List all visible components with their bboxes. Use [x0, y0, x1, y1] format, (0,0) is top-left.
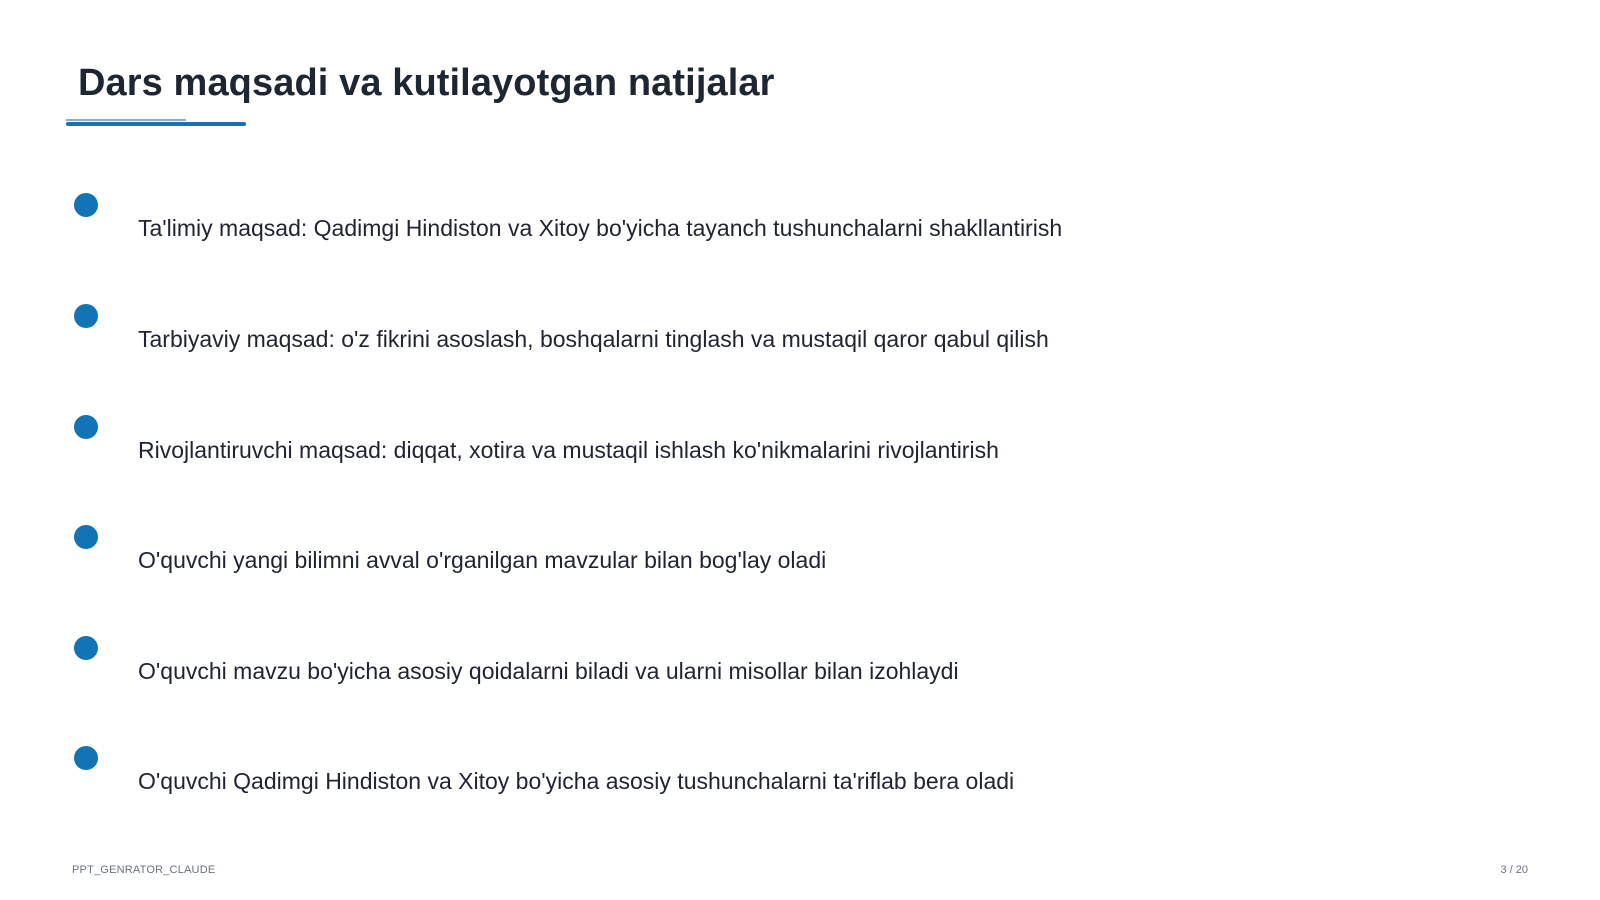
list-item: [0, 525, 1400, 625]
bullet-dot-icon: [74, 193, 98, 217]
slide-title: Dars maqsadi va kutilayotgan natijalar: [78, 62, 775, 104]
bullet-text: O'quvchi mavzu bo'yicha asosiy qoidalarni biladi va ularni misollar bilan izohlaydi: [138, 658, 959, 684]
bullet-dot-icon: [74, 525, 98, 549]
bullet-text: Tarbiyaviy maqsad: o'z fikrini asoslash, boshqalarni tinglash va mustaqil qaror qabul qilish: [138, 326, 1049, 352]
bullet-text: Ta'limiy maqsad: Qadimgi Hindiston va Xitoy bo'yicha tayanch tushunchalarni shakllantirish: [138, 215, 1063, 241]
list-item: [0, 746, 1400, 846]
bullet-text: Rivojlantiruvchi maqsad: diqqat, xotira va mustaqil ishlash ko'nikmalarini rivojlantirish: [138, 437, 999, 463]
list-item: [0, 304, 1400, 404]
bullet-dot-icon: [74, 304, 98, 328]
bullet-dot-icon: [74, 415, 98, 439]
footer-label: PPT_GENRATOR_CLAUDE: [72, 864, 216, 876]
list-item: [0, 636, 1400, 736]
list-item: [0, 193, 1400, 293]
list-item: [0, 415, 1400, 515]
bullet-dot-icon: [74, 636, 98, 660]
bullet-text: O'quvchi yangi bilimni avval o'rganilgan mavzular bilan bog'lay oladi: [138, 547, 827, 573]
bullet-dot-icon: [74, 746, 98, 770]
page-number: 3 / 20: [1500, 864, 1528, 876]
bullet-text: O'quvchi Qadimgi Hindiston va Xitoy bo'yicha asosiy tushunchalarni ta'riflab bera oladi: [138, 768, 1015, 794]
